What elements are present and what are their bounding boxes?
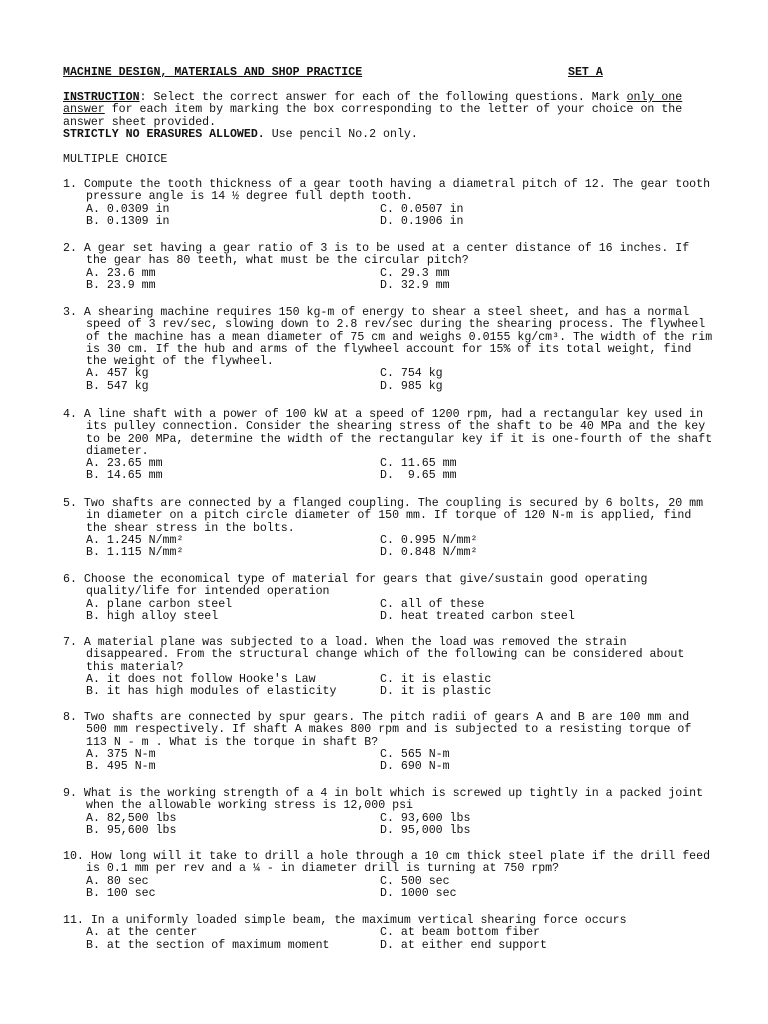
question-1 (63, 179, 713, 228)
question-7 (63, 637, 713, 698)
option-d: D. it is plastic (380, 685, 492, 699)
option-b: B. 14.65 mm (86, 469, 163, 483)
question-stem: 7. A material plane was subjected to a load. When the load was removed the strain disappeared. From the structural change which of the following can be considered about this material? (63, 636, 685, 674)
instruction-label: INSTRUCTION (63, 91, 140, 104)
question-10 (63, 851, 713, 900)
option-b: B. it has high modules of elasticity (86, 685, 337, 699)
option-b: B. 23.9 mm (86, 278, 156, 292)
option-a: A. 23.6 mm (86, 266, 156, 280)
question-stem: 8. Two shafts are connected by spur gears. The pitch radii of gears A and B are 100 mm and 500 mm respectively. If shaft A makes 800 rpm and is subjected to a resisting torque of 113 N - m . What is the torque in shaft B? (63, 711, 692, 749)
option-c: C. at beam bottom fiber (380, 926, 541, 940)
question-11 (63, 915, 713, 952)
option-a: A. 375 N-m (86, 747, 156, 761)
question-stem: 2. A gear set having a gear ratio of 3 is to be used at a center distance of 16 inches. If the gear has 80 teeth, what must be the circular pitch? (63, 242, 690, 268)
option-b: B. 1.115 N/mm² (86, 546, 184, 560)
option-d: D. heat treated carbon steel (380, 609, 575, 623)
option-b: B. at the section of maximum moment (86, 938, 330, 952)
option-a: A. 457 kg (86, 367, 149, 381)
option-d: D. 0.848 N/mm² (380, 546, 478, 560)
question-stem: 9. What is the working strength of a 4 in bolt which is screwed up tightly in a packed joint when the allowable working stress is 12,000 psi (63, 787, 704, 813)
option-c: C. all of these (380, 597, 485, 611)
option-c: C. 565 N-m (380, 747, 450, 761)
question-stem: 1. Compute the tooth thickness of a gear tooth having a diametral pitch of 12. The gear tooth pressure angle is 14 ½ degree full depth tooth. (63, 178, 711, 204)
option-a: A. 1.245 N/mm² (86, 533, 184, 547)
instruction-emphasis: only one answer (63, 91, 683, 117)
option-b: B. high alloy steel (86, 609, 219, 623)
question-stem: 6. Choose the economical type of material for gears that give/sustain good operating quality/life for intended operation (63, 573, 648, 599)
option-c: C. 754 kg (380, 367, 443, 381)
option-b: B. 495 N-m (86, 760, 156, 774)
option-c: C. 0.995 N/mm² (380, 533, 478, 547)
option-a: A. 80 sec (86, 874, 149, 888)
exam-title: MACHINE DESIGN, MATERIALS AND SHOP PRACTICE (63, 66, 363, 79)
option-c: C. 93,600 lbs (380, 811, 471, 825)
option-c: C. 500 sec (380, 874, 450, 888)
question-stem: 11. In a uniformly loaded simple beam, the maximum vertical shearing force occurs (63, 914, 627, 927)
option-c: C. 0.0507 in (380, 202, 464, 216)
question-9 (63, 788, 713, 837)
option-d: D. 0.1906 in (380, 214, 464, 228)
option-c: C. 29.3 mm (380, 266, 450, 280)
exam-header (63, 67, 643, 80)
question-stem: 10. How long will it take to drill a hole through a 10 cm thick steel plate if the drill feed is 0.1 mm per rev and a ¼ - in diameter drill is turning at 750 rpm? (63, 850, 711, 876)
instruction-warning: STRICTLY NO ERASURES ALLOWED. (63, 127, 265, 141)
instruction-text: : Select the correct answer for each of the following questions. Mark (139, 91, 627, 104)
option-d: D. 95,000 lbs (380, 823, 471, 837)
option-d: D. at either end support (380, 938, 547, 952)
option-b: B. 95,600 lbs (86, 823, 177, 837)
option-b: B. 547 kg (86, 379, 149, 393)
instruction-text-3: Use pencil No.2 only. (264, 127, 418, 141)
section-heading: MULTIPLE CHOICE (63, 153, 168, 166)
option-d: D. 690 N-m (380, 760, 450, 774)
option-a: A. 82,500 lbs (86, 811, 177, 825)
option-a: A. at the center (86, 926, 198, 940)
instructions (63, 92, 713, 141)
option-d: D. 9.65 mm (380, 469, 457, 483)
option-c: C. it is elastic (380, 672, 492, 686)
question-2 (63, 243, 713, 292)
instruction-text-2: for each item by marking the box corresponding to the letter of your choice on the answer sheet provided. (63, 103, 683, 129)
option-d: D. 985 kg (380, 379, 443, 393)
option-b: B. 0.1309 in (86, 214, 170, 228)
question-8 (63, 712, 713, 773)
option-a: A. it does not follow Hooke's Law (86, 672, 316, 686)
question-6 (63, 574, 713, 623)
option-d: D. 32.9 mm (380, 278, 450, 292)
question-4 (63, 409, 713, 483)
option-d: D. 1000 sec (380, 886, 457, 900)
question-5 (63, 498, 713, 559)
option-b: B. 100 sec (86, 886, 156, 900)
option-a: A. 23.65 mm (86, 457, 163, 471)
option-c: C. 11.65 mm (380, 457, 457, 471)
question-stem: 4. A line shaft with a power of 100 kW at a speed of 1200 rpm, had a rectangular key used in its pulley connection. Consider the shearing stress of the shaft to be 40 MPa and the key to be 200 MPa, determine the width of the rectangular key if it is one-fourth of the shaft diameter. (63, 408, 713, 458)
exam-set: SET A (568, 66, 603, 79)
question-3 (63, 307, 713, 393)
question-stem: 3. A shearing machine requires 150 kg-m of energy to shear a steel sheet, and has a normal speed of 3 rev/sec, slowing down to 2.8 rev/sec during the shearing process. The flywheel of the machine has a mean diameter of 75 cm and weighs 0.0155 kg/cm³. The width of the rim is 30 cm. If the hub and arms of the flywheel account for 15% of its total weight, find the weight of the flywheel. (63, 306, 713, 369)
option-a: A. plane carbon steel (86, 597, 233, 611)
question-stem: 5. Two shafts are connected by a flanged coupling. The coupling is secured by 6 bolts, 20 mm in diameter on a pitch circle diameter of 150 mm. If torque of 120 N-m is applied, find the shear stress in the bolts. (63, 497, 704, 535)
option-a: A. 0.0309 in (86, 202, 170, 216)
